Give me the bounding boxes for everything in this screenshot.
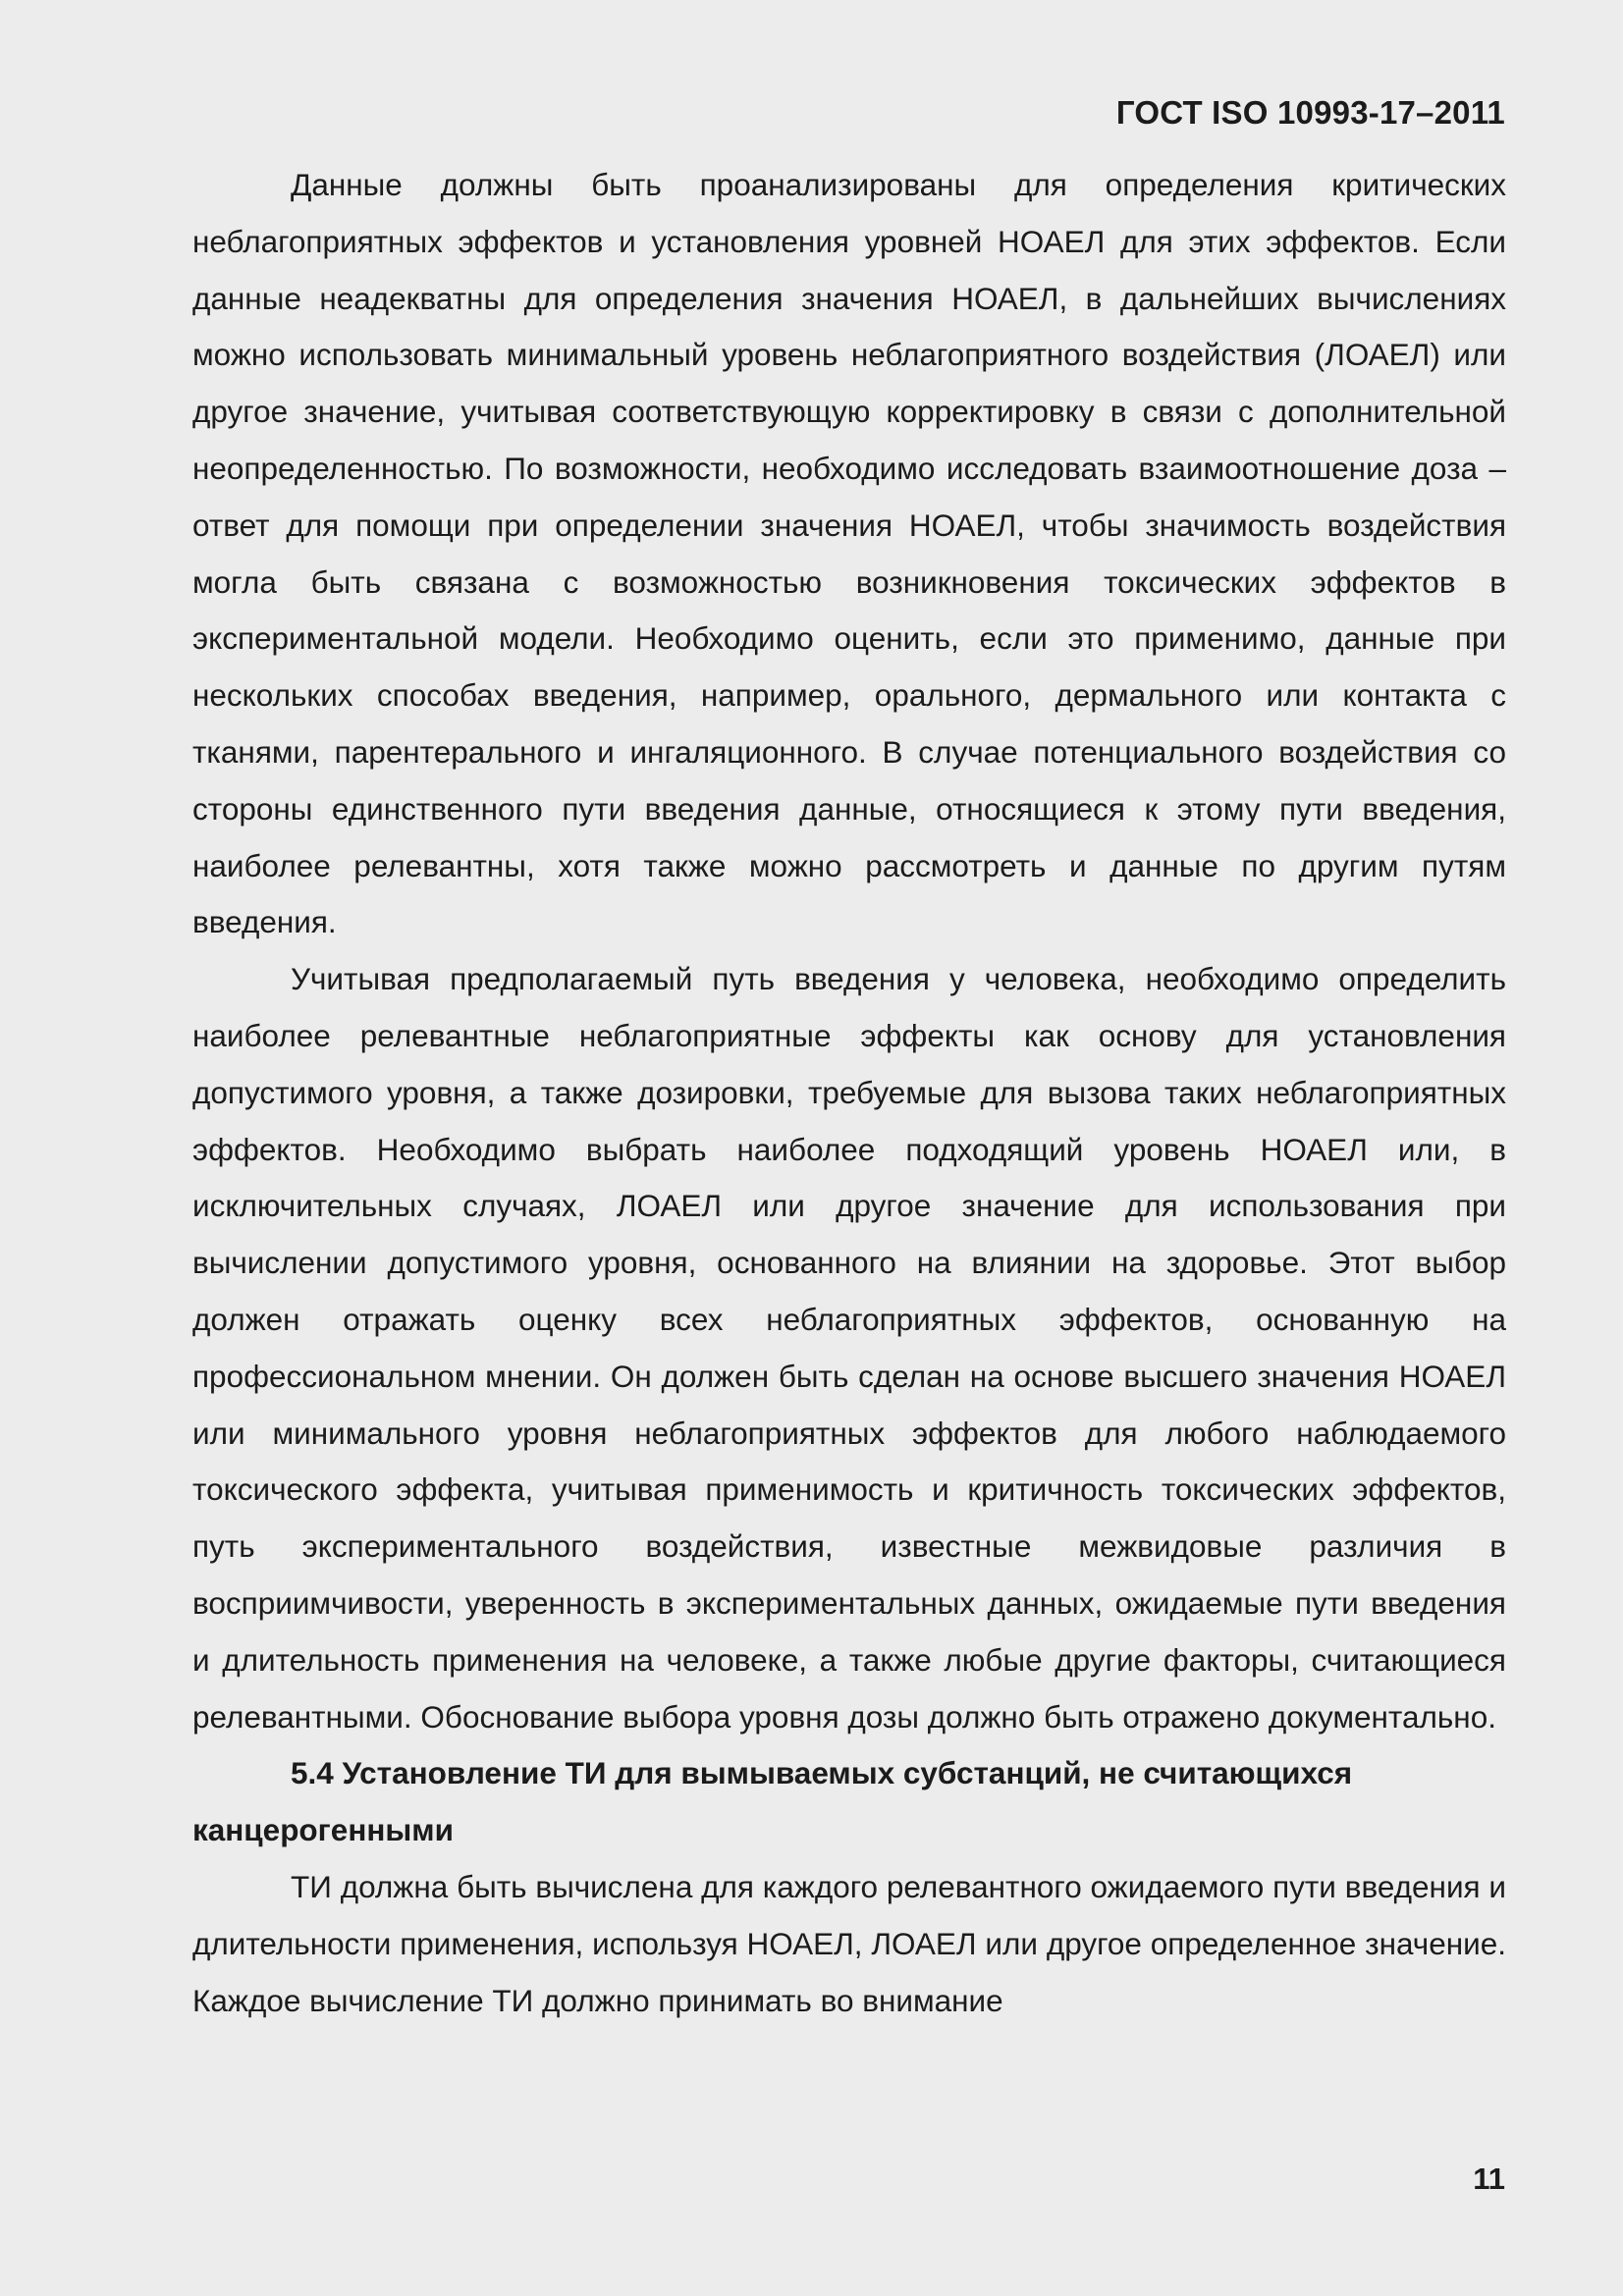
document-body xyxy=(192,157,1506,2029)
paragraph-exposure-route: Учитывая предполагаемый путь введения у человека, необходимо определить наиболее релевантные неблагоприятные эффекты как основу для установления допустимого уровня, а также дозировки, требуемые для вызова таких неблагоприятных эффектов. Необходимо выбрать наиболее подходящий уровень НОАЕЛ или, в исключительных случаях, ЛОАЕЛ или другое значение для использования при вычислении допустимого уровня, основанного на влиянии на здоровье. Этот выбор должен отражать оценку всех неблагоприятных эффектов, основанную на профессиональном мнении. Он должен быть сделан на основе высшего значения НОАЕЛ или минимального уровня неблагоприятных эффектов для любого наблюдаемого токсического эффекта, учитывая применимость и критичность токсических эффектов, путь экспериментального воздействия, известные межвидовые различия в восприимчивости, уверенность в экспериментальных данных, ожидаемые пути введения и длительность применения на человеке, а также любые другие факторы, считающиеся релевантными. Обоснование выбора уровня дозы должно быть отражено документально. xyxy=(192,961,1506,1735)
page-number: 11 xyxy=(1473,2162,1505,2196)
paragraph-noael-analysis: Данные должны быть проанализированы для определения критических неблагоприятных эффектов и установления уровней НОАЕЛ для этих эффектов. Если данные неадекватны для определения значения НОАЕЛ, в дальнейших вычислениях можно использовать минимальный уровень неблагоприятного воздействия (ЛОАЕЛ) или другое значение, учитывая соответствующую корректировку в связи с дополнительной неопределенностью. По возможности, необходимо исследовать взаимоотношение доза – ответ для помощи при определении значения НОАЕЛ, чтобы значимость воздействия могла быть связана с возможностью возникновения токсических эффектов в экспериментальной модели. Необходимо оценить, если это применимо, данные при нескольких способах введения, например, орального, дермального или контакта с тканями, парентерального и ингаляционного. В случае потенциального воздействия со стороны единственного пути введения данные, относящиеся к этому пути введения, наиболее релевантны, хотя также можно рассмотреть и данные по другим путям введения. xyxy=(192,167,1506,940)
standard-header: ГОСТ ISO 10993-17–2011 xyxy=(1115,94,1505,131)
section-heading-5-4: 5.4 Установление ТИ для вымываемых субстанций, не считающихся канцерогенными xyxy=(192,1755,1353,1848)
paragraph-ti-calculation: ТИ должна быть вычислена для каждого релевантного ожидаемого пути введения и длительности применения, используя НОАЕЛ, ЛОАЕЛ или другое определенное значение. Каждое вычисление ТИ должно принимать во внимание xyxy=(192,1868,1506,2018)
